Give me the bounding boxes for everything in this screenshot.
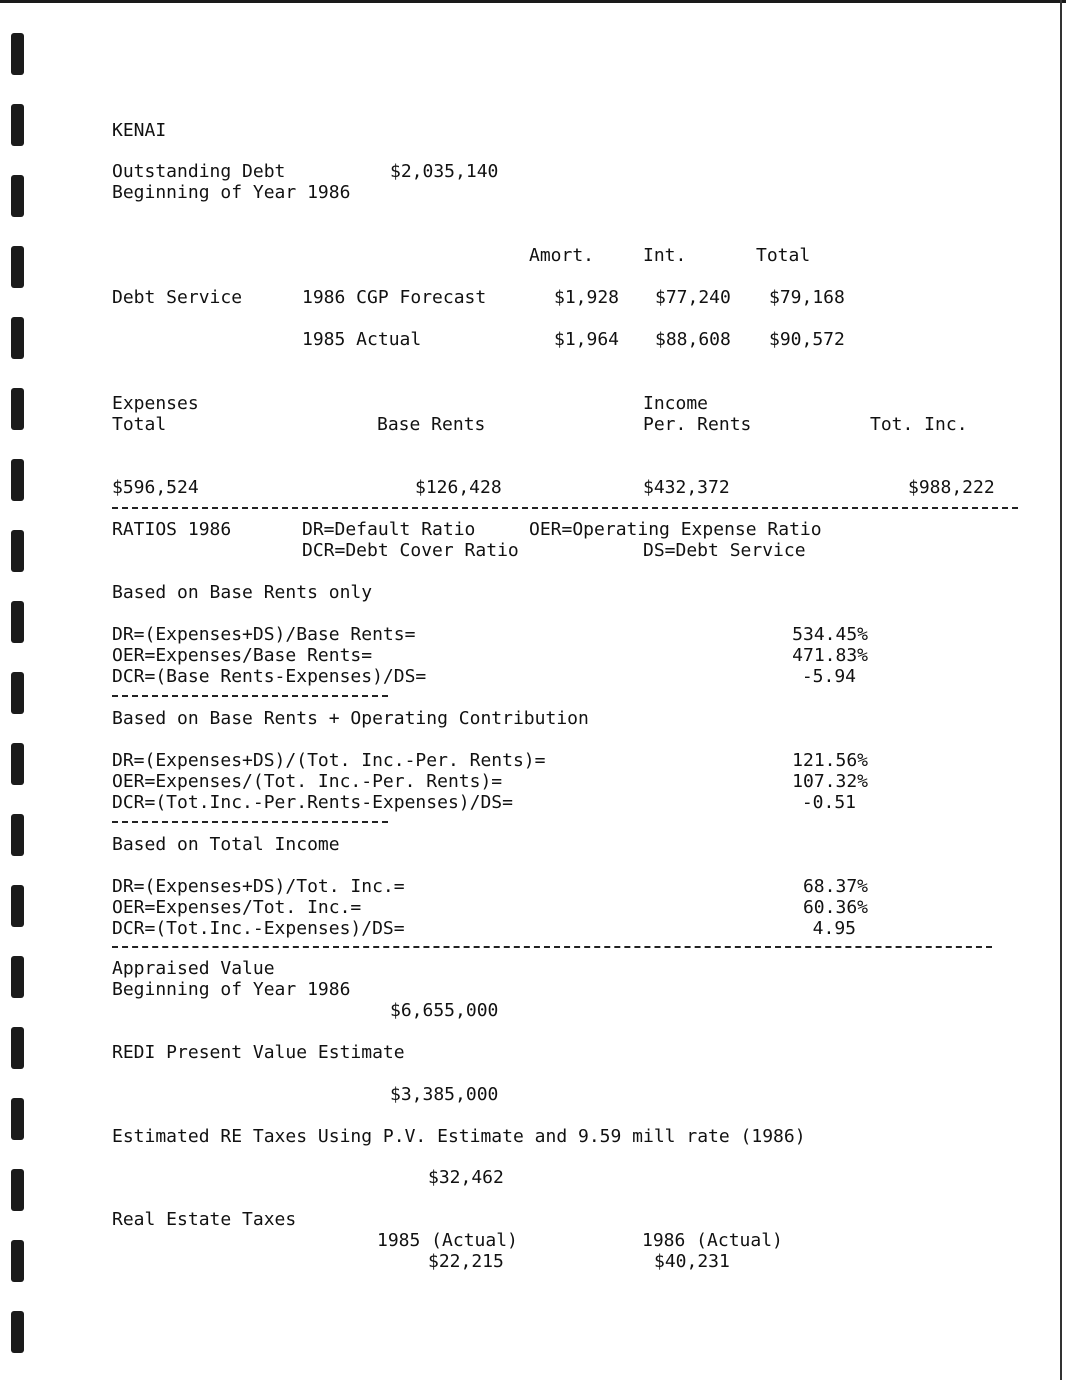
- punch-hole: [11, 814, 24, 856]
- punch-hole: [11, 743, 24, 785]
- ratio-label: DCR=(Base Rents-Expenses)/DS=: [112, 666, 427, 687]
- punch-hole: [11, 672, 24, 714]
- ratio-value: 121.56%: [792, 750, 868, 771]
- ratio-label: OER=Expenses/Tot. Inc.=: [112, 897, 362, 918]
- header-amort: Amort.: [529, 245, 595, 266]
- row-amort: $1,964: [554, 329, 620, 350]
- punch-hole: [11, 1240, 24, 1282]
- redi-value: $3,385,000: [390, 1084, 499, 1105]
- punch-hole: [11, 1311, 24, 1353]
- section-title: Based on Base Rents + Operating Contribution: [112, 708, 589, 729]
- punch-hole: [11, 885, 24, 927]
- appraised-value: $6,655,000: [390, 1000, 499, 1021]
- short-divider: [112, 821, 388, 823]
- punch-hole: [11, 1169, 24, 1211]
- est-taxes-label: Estimated RE Taxes Using P.V. Estimate and 9.59 mill rate (1986): [112, 1126, 806, 1147]
- redi-label: REDI Present Value Estimate: [112, 1042, 405, 1063]
- section-title: Based on Base Rents only: [112, 582, 373, 603]
- punch-hole: [11, 175, 24, 217]
- ratio-def-dcr: DCR=Debt Cover Ratio: [302, 540, 519, 561]
- punch-hole: [11, 530, 24, 572]
- ratio-label: DR=(Expenses+DS)/Tot. Inc.=: [112, 876, 405, 897]
- base-rents-value: $126,428: [415, 477, 502, 498]
- punch-hole: [11, 104, 24, 146]
- punch-hole: [11, 246, 24, 288]
- ratio-value: 68.37%: [802, 876, 868, 897]
- row-total: $79,168: [769, 287, 845, 308]
- est-taxes-value: $32,462: [428, 1167, 504, 1188]
- ratio-value: 471.83%: [792, 645, 868, 666]
- ratio-value: -0.51: [801, 792, 856, 813]
- punch-hole: [11, 388, 24, 430]
- short-divider: [112, 695, 388, 697]
- debt-service-label: Debt Service: [112, 287, 243, 308]
- page-right-edge: [1060, 0, 1062, 1380]
- section-title: Based on Total Income: [112, 834, 340, 855]
- appraised-label: Appraised Value: [112, 958, 275, 979]
- ratio-label: DR=(Expenses+DS)/Base Rents=: [112, 624, 416, 645]
- outstanding-debt-value: $2,035,140: [390, 161, 499, 182]
- header-int: Int.: [643, 245, 687, 266]
- divider-line: [112, 507, 1018, 509]
- base-rents-heading: Base Rents: [377, 414, 486, 435]
- page-title: KENAI: [112, 120, 167, 141]
- punch-hole: [11, 317, 24, 359]
- ratio-value: 107.32%: [792, 771, 868, 792]
- re-taxes-label: Real Estate Taxes: [112, 1209, 297, 1230]
- ratio-label: DCR=(Tot.Inc.-Per.Rents-Expenses)/DS=: [112, 792, 513, 813]
- row-total: $90,572: [769, 329, 845, 350]
- re-taxes-1985-value: $22,215: [428, 1251, 504, 1272]
- divider-line: [112, 946, 992, 948]
- ratio-value: 4.95: [812, 918, 856, 939]
- re-taxes-1986-label: 1986 (Actual): [642, 1230, 783, 1251]
- outstanding-debt-sub: Beginning of Year 1986: [112, 182, 351, 203]
- per-rents-value: $432,372: [643, 477, 730, 498]
- appraised-sub: Beginning of Year 1986: [112, 979, 351, 1000]
- punch-hole: [11, 1098, 24, 1140]
- ratios-heading: RATIOS 1986: [112, 519, 232, 540]
- row-label: 1986 CGP Forecast: [302, 287, 487, 308]
- punch-hole: [11, 956, 24, 998]
- re-taxes-1986-value: $40,231: [654, 1251, 730, 1272]
- punch-hole: [11, 601, 24, 643]
- row-label: 1985 Actual: [302, 329, 422, 350]
- ratio-def-oer: OER=Operating Expense Ratio: [529, 519, 822, 540]
- ratio-value: 534.45%: [792, 624, 868, 645]
- punch-hole: [11, 459, 24, 501]
- expenses-total-heading: Total: [112, 414, 167, 435]
- per-rents-heading: Per. Rents: [643, 414, 752, 435]
- punch-hole: [11, 33, 24, 75]
- outstanding-debt-label: Outstanding Debt: [112, 161, 286, 182]
- tot-inc-heading: Tot. Inc.: [870, 414, 968, 435]
- ratio-def-dr: DR=Default Ratio: [302, 519, 476, 540]
- row-amort: $1,928: [554, 287, 620, 308]
- tot-inc-value: $988,222: [908, 477, 995, 498]
- re-taxes-1985-label: 1985 (Actual): [377, 1230, 518, 1251]
- income-heading: Income: [643, 393, 709, 414]
- header-total: Total: [756, 245, 811, 266]
- row-int: $88,608: [655, 329, 731, 350]
- row-int: $77,240: [655, 287, 731, 308]
- expenses-value: $596,524: [112, 477, 199, 498]
- ratio-label: OER=Expenses/Base Rents=: [112, 645, 373, 666]
- ratio-value: 60.36%: [802, 897, 868, 918]
- ratio-label: DCR=(Tot.Inc.-Expenses)/DS=: [112, 918, 405, 939]
- expenses-heading: Expenses: [112, 393, 199, 414]
- punch-hole: [11, 1027, 24, 1069]
- ratio-value: -5.94: [801, 666, 856, 687]
- ratio-label: OER=Expenses/(Tot. Inc.-Per. Rents)=: [112, 771, 503, 792]
- ratio-def-ds: DS=Debt Service: [643, 540, 806, 561]
- ratio-label: DR=(Expenses+DS)/(Tot. Inc.-Per. Rents)=: [112, 750, 546, 771]
- page-top-edge: [0, 0, 1066, 3]
